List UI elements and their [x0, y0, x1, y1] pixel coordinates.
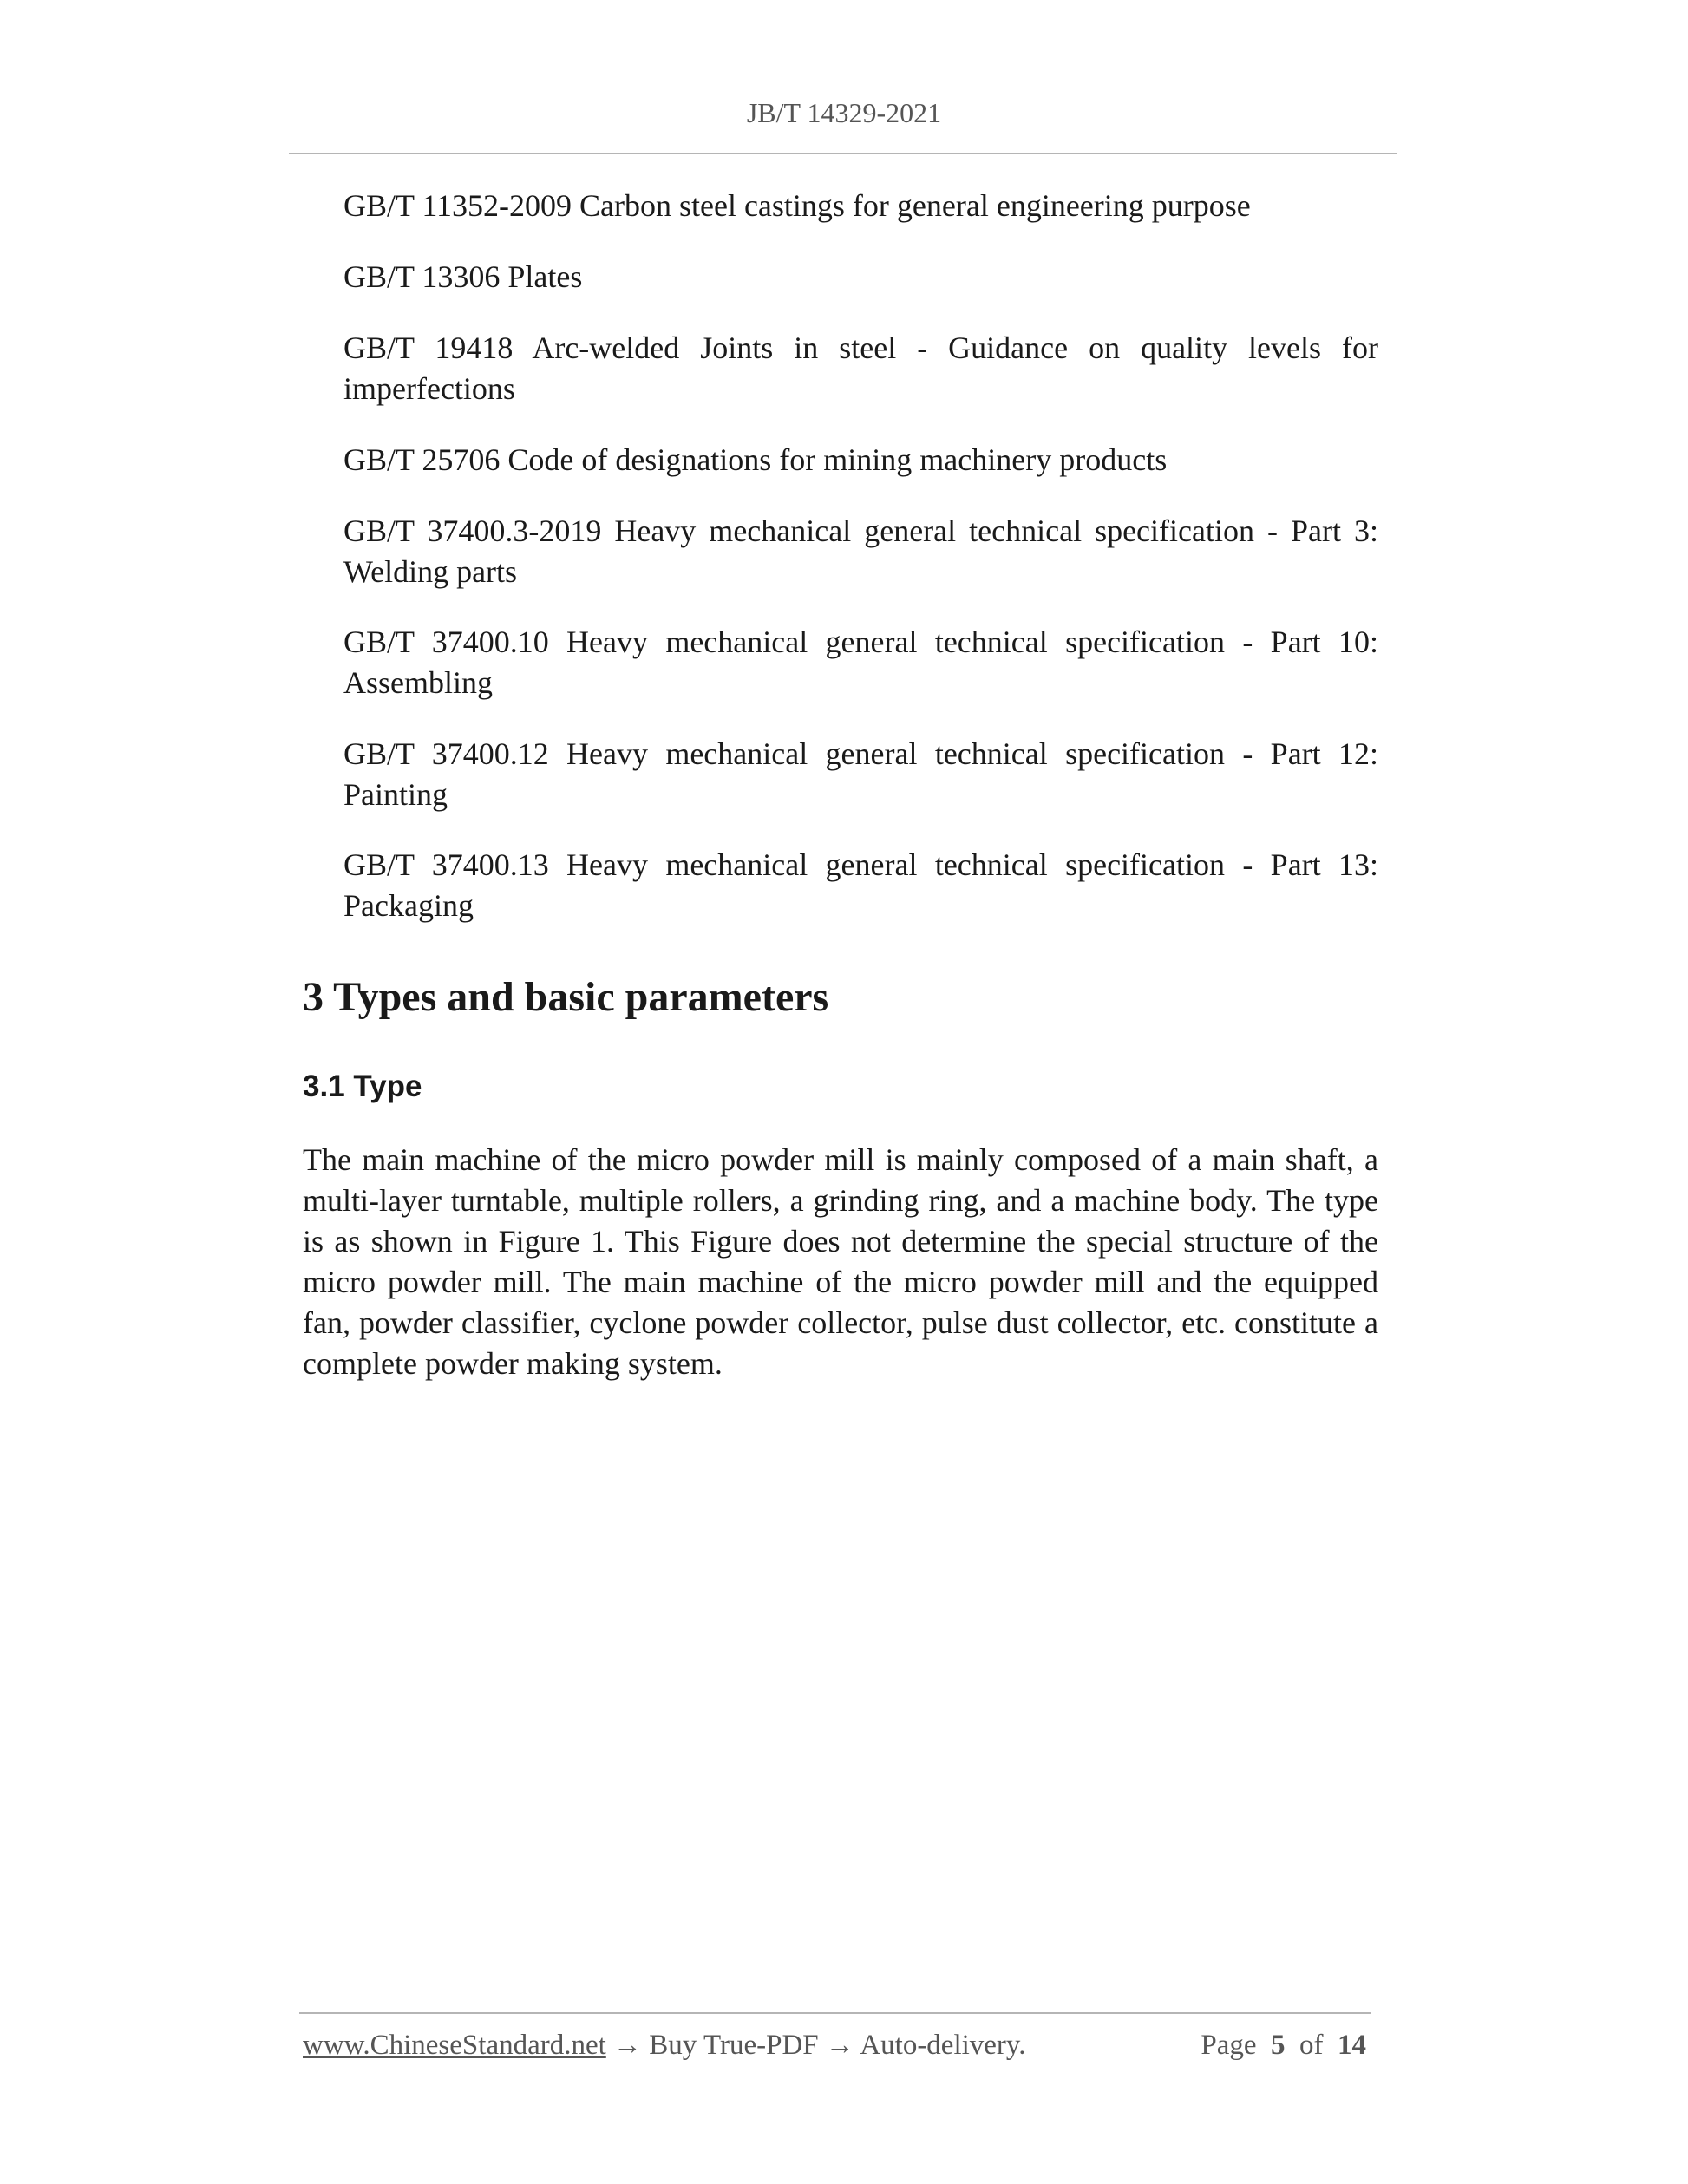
reference-item-gbt-37400-10: GB/T 37400.10 Heavy mechanical general technical specification - Part 10: Assembling [343, 624, 1378, 700]
reference-item-gbt-11352: GB/T 11352-2009 Carbon steel castings for general engineering purpose [343, 188, 1251, 223]
footer-promo [303, 2030, 1026, 2062]
header-divider [289, 153, 1397, 154]
footer-divider [299, 2012, 1371, 2014]
reference-item-gbt-37400-3: GB/T 37400.3-2019 Heavy mechanical general technical specification - Part 3: Welding parts [343, 513, 1378, 589]
header-title: JB/T 14329-2021 [746, 97, 942, 128]
arrow-right-icon: → [825, 2030, 854, 2061]
of-label: of [1299, 2030, 1324, 2061]
subsection-heading: 3.1 Type [303, 1069, 422, 1103]
reference-item-gbt-37400-13: GB/T 37400.13 Heavy mechanical general technical specification - Part 13: Packaging [343, 847, 1378, 923]
auto-delivery-text: Auto-delivery. [860, 2030, 1026, 2061]
page-number: 5 [1271, 2030, 1286, 2061]
reference-item-gbt-25706: GB/T 25706 Code of designations for mining machinery products [343, 442, 1168, 477]
body-paragraph: The main machine of the micro powder mill is mainly composed of a main shaft, a multi-layer turntable, multiple rollers, a grinding ring, and a machine body. The type is as shown in Figure 1. This Figure does not determine the special structure of the micro powder mill. The main machine of the micro powder mill and the equipped fan, powder classifier, cyclone powder collector, pulse dust collector, etc. constitute a complete powder making system. [303, 1142, 1378, 1381]
page-counter [1201, 2030, 1366, 2062]
arrow-right-icon: → [613, 2030, 643, 2061]
page-label: Page [1201, 2030, 1257, 2061]
total-pages: 14 [1338, 2030, 1366, 2061]
section-heading: 3 Types and basic parameters [303, 974, 829, 1020]
reference-item-gbt-19418: GB/T 19418 Arc-welded Joints in steel - Guidance on quality levels for imperfections [343, 330, 1378, 406]
buy-pdf-text: Buy True-PDF [649, 2030, 819, 2061]
reference-item-gbt-13306: GB/T 13306 Plates [343, 259, 583, 294]
website-link[interactable]: www.ChineseStandard.net [303, 2030, 606, 2061]
reference-item-gbt-37400-12: GB/T 37400.12 Heavy mechanical general technical specification - Part 12: Painting [343, 736, 1378, 812]
